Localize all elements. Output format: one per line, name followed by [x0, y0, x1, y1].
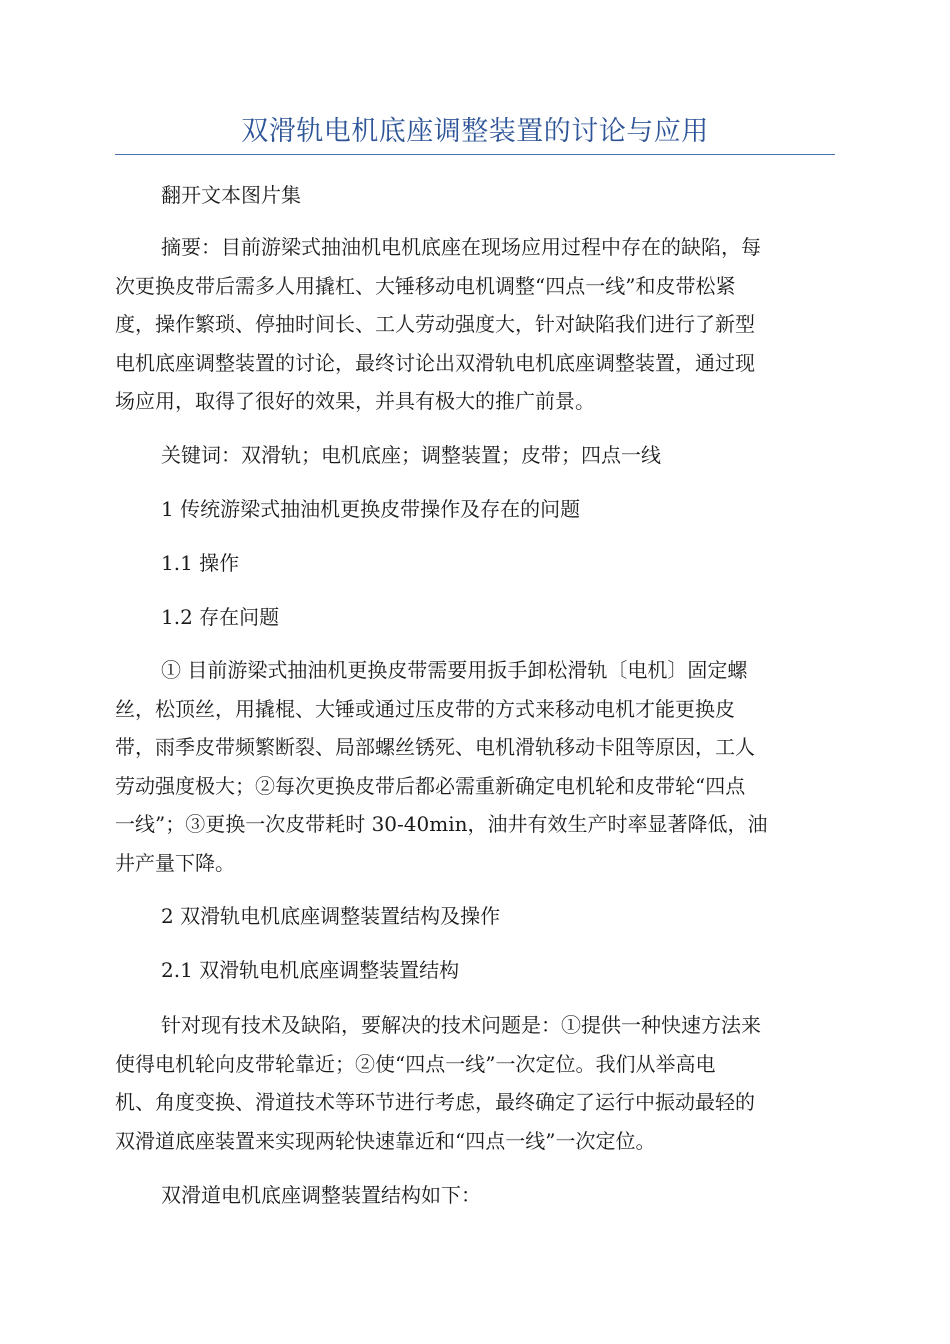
title-underline	[115, 154, 835, 155]
problems-line: 劳动强度极大；②每次更换皮带后都必需重新确定电机轮和皮带轮“四点	[115, 773, 746, 798]
abstract-line: 次更换皮带后需多人用撬杠、大锤移动电机调整“四点一线”和皮带松紧	[115, 273, 736, 298]
problems-line: 井产量下降。	[115, 850, 235, 875]
problems-line: 一线”；③更换一次皮带耗时 30-40min，油井有效生产时率显著降低，油	[115, 812, 768, 836]
problems-line: 带，雨季皮带频繁断裂、局部螺丝锈死、电机滑轨移动卡阻等原因，工人	[115, 735, 755, 759]
subsection-heading-2-1: 2.1 双滑轨电机底座调整装置结构	[161, 958, 460, 982]
problems-paragraph	[115, 651, 835, 882]
abstract-line: 摘要：目前游梁式抽油机电机底座在现场应用过程中存在的缺陷，每	[161, 235, 761, 259]
section-heading-2: 2 双滑轨电机底座调整装置结构及操作	[161, 904, 501, 928]
subsection-heading-1-2: 1.2 存在问题	[161, 605, 280, 629]
subsection-heading-1-1: 1.1 操作	[161, 551, 240, 575]
solution-paragraph	[115, 1006, 835, 1160]
abstract-line: 度，操作繁琐、停抽时间长、工人劳动强度大，针对缺陷我们进行了新型	[115, 312, 755, 336]
abstract-line: 电机底座调整装置的讨论，最终讨论出双滑轨电机底座调整装置，通过现	[115, 350, 755, 375]
keywords-paragraph: 关键词：双滑轨；电机底座；调整装置；皮带；四点一线	[161, 443, 661, 467]
solution-line: 针对现有技术及缺陷，要解决的技术问题是：①提供一种快速方法来	[161, 1013, 761, 1037]
image-collection-link-text: 翻开文本图片集	[161, 183, 301, 207]
solution-line: 双滑道底座装置来实现两轮快速靠近和“四点一线”一次定位。	[115, 1128, 656, 1153]
solution-line: 机、角度变换、滑道技术等环节进行考虑，最终确定了运行中振动最轻的	[115, 1090, 755, 1114]
problems-line: 丝，松顶丝，用撬棍、大锤或通过压皮带的方式来移动电机才能更换皮	[115, 696, 735, 721]
structure-intro-paragraph: 双滑道电机底座调整装置结构如下：	[161, 1183, 481, 1207]
document-title: 双滑轨电机底座调整装置的讨论与应用	[241, 116, 709, 147]
abstract-line: 场应用，取得了很好的效果，并具有极大的推广前景。	[115, 389, 595, 413]
section-heading-1: 1 传统游梁式抽油机更换皮带操作及存在的问题	[161, 497, 581, 521]
abstract-paragraph	[115, 228, 835, 421]
solution-line: 使得电机轮向皮带轮靠近；②使“四点一线”一次定位。我们从举高电	[115, 1051, 716, 1076]
problems-line: ① 目前游梁式抽油机更换皮带需要用扳手卸松滑轨〔电机〕固定螺	[161, 658, 748, 682]
